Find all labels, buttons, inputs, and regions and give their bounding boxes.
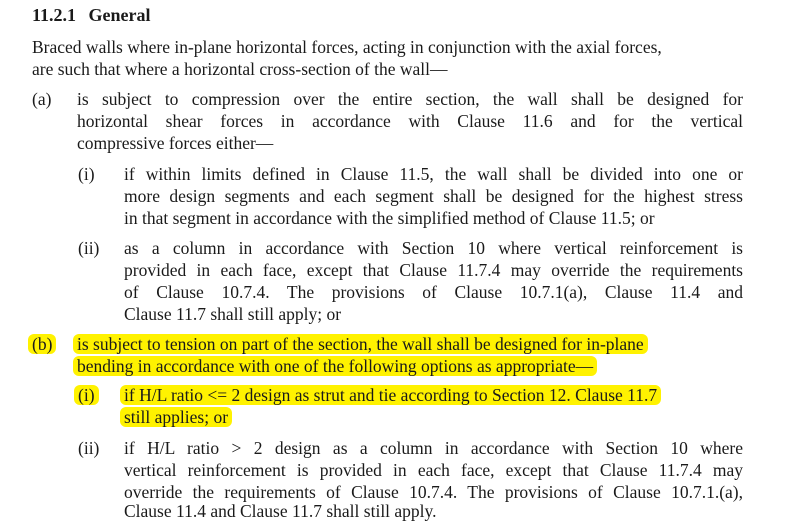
item-a-i-marker: (i) — [78, 164, 95, 184]
item-a-i-line-1: if within limits defined in Clause 11.5, the wall shall be divided into one or — [124, 164, 743, 184]
highlight-item-b-line-1: is subject to tension on part of the section, the wall shall be designed for in-plane — [73, 334, 648, 354]
item-a-line-3: compressive forces either— — [77, 133, 274, 153]
item-a-marker: (a) — [32, 89, 52, 109]
highlight-item-b-line-2: bending in accordance with one of the following options as appropriate— — [73, 356, 597, 376]
intro-line-2: are such that where a horizontal cross-section of the wall— — [32, 59, 448, 79]
item-b-ii-line-2: vertical reinforcement is provided in each face, except that Clause 11.7.4 may — [124, 460, 743, 480]
item-b-ii-line-4: Clause 11.4 and Clause 11.7 shall still apply. — [124, 501, 437, 521]
item-b-marker — [32, 333, 52, 355]
item-b-ii-line-3: override the requirements of Clause 10.7.4. The provisions of Clause 10.7.1.(a), — [124, 482, 743, 502]
clause-number: 11.2.1 — [32, 5, 77, 25]
item-b-i-line-2 — [124, 406, 228, 428]
highlight-item-b-marker: (b) — [28, 334, 56, 354]
clause-heading — [32, 4, 151, 26]
item-b-ii-marker: (ii) — [78, 438, 100, 458]
item-a-ii-line-1: as a column in accordance with Section 10 where vertical reinforcement is — [124, 238, 743, 258]
item-b-i-line-1 — [124, 384, 657, 406]
item-a-i-line-3: in that segment in accordance with the simplified method of Clause 11.5; or — [124, 208, 655, 228]
item-b-i-marker — [78, 384, 95, 406]
clause-title: General — [88, 5, 151, 25]
item-b-line-2 — [77, 355, 593, 377]
item-a-line-1: is subject to compression over the entire section, the wall shall be designed for — [77, 89, 743, 109]
item-b-line-1 — [77, 333, 644, 355]
item-a-ii-line-4: Clause 11.7 shall still apply; or — [124, 304, 342, 324]
item-a-line-2: horizontal shear forces in accordance with Clause 11.6 and for the vertical — [77, 111, 743, 131]
item-b-ii-line-1: if H/L ratio > 2 design as a column in accordance with Section 10 where — [124, 438, 743, 458]
item-a-ii-line-2: provided in each face, except that Clause 11.7.4 may override the requirements — [124, 260, 743, 280]
highlight-item-b-i-line-1: if H/L ratio <= 2 design as strut and tie according to Section 12. Clause 11.7 — [120, 385, 661, 405]
item-a-ii-marker: (ii) — [78, 238, 100, 258]
highlight-item-b-i-marker: (i) — [74, 385, 99, 405]
item-a-ii-line-3: of Clause 10.7.4. The provisions of Clause 10.7.1(a), Clause 11.4 and — [124, 282, 743, 302]
item-a-i-line-2: more design segments and each segment shall be designed for the highest stress — [124, 186, 743, 206]
intro-line-1: Braced walls where in-plane horizontal forces, acting in conjunction with the axial forces, — [32, 37, 662, 57]
highlight-item-b-i-line-2: still applies; or — [120, 407, 232, 427]
